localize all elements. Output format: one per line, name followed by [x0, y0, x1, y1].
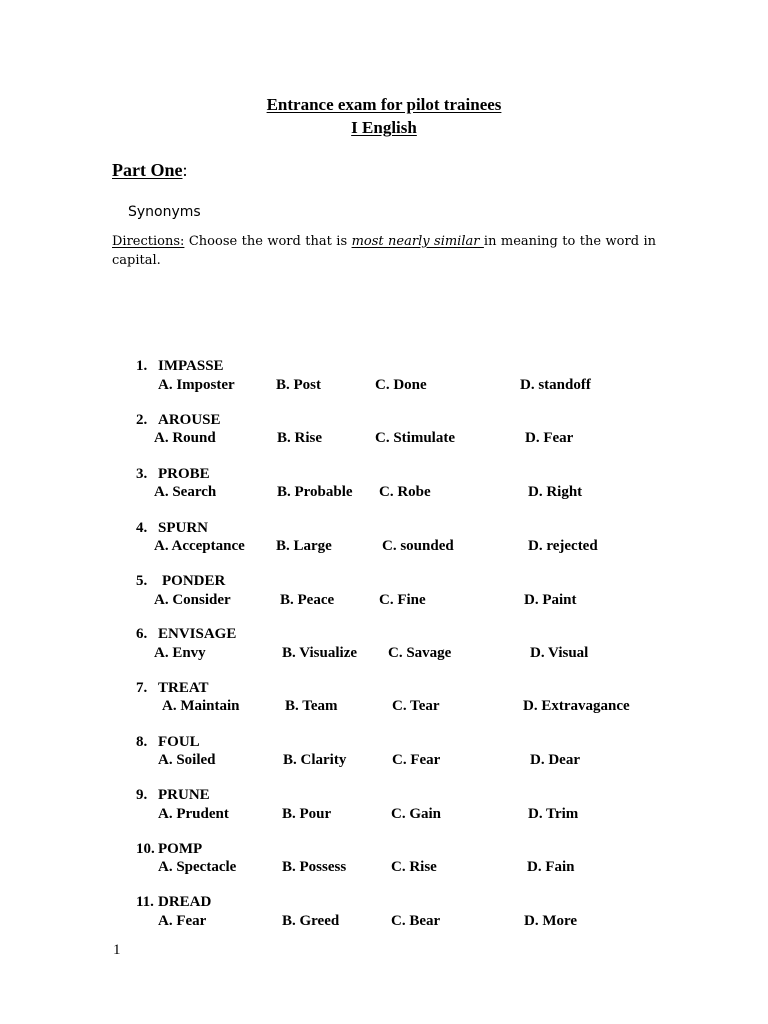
option-a[interactable]: A. Envy [154, 645, 206, 661]
question-word: FOUL [158, 734, 200, 750]
option-c[interactable]: C. Rise [391, 859, 437, 875]
option-d[interactable]: D. Fear [525, 430, 574, 446]
question-number: 2. [136, 412, 148, 428]
question-number: 4. [136, 520, 148, 536]
question-number: 6. [136, 626, 148, 642]
option-c[interactable]: C. Tear [392, 698, 440, 714]
part-colon: : [182, 160, 188, 180]
directions-text-after: in meaning to the word in capital. [112, 234, 656, 268]
option-d[interactable]: D. rejected [528, 538, 598, 554]
option-b[interactable]: B. Post [276, 377, 321, 393]
part-label: Part One [112, 160, 183, 180]
question-number: 5. [136, 573, 148, 589]
question-word: PONDER [162, 573, 226, 589]
option-d[interactable]: D. More [524, 913, 578, 929]
option-b[interactable]: B. Possess [282, 859, 347, 875]
option-c[interactable]: C. Savage [388, 645, 452, 661]
question-number: 11. [136, 894, 154, 910]
option-a[interactable]: A. Search [154, 484, 217, 500]
option-a[interactable]: A. Soiled [158, 752, 216, 768]
question-word: PRUNE [158, 787, 210, 803]
option-b[interactable]: B. Peace [280, 592, 335, 608]
directions-label: Directions: [112, 234, 185, 249]
exam-title-line1: Entrance exam for pilot trainees [266, 95, 502, 114]
section-heading: Synonyms [128, 204, 201, 220]
option-b[interactable]: B. Large [276, 538, 332, 554]
question-word: PROBE [158, 466, 210, 482]
option-d[interactable]: D. Trim [528, 806, 579, 822]
option-c[interactable]: C. Bear [391, 913, 441, 929]
question-number: 3. [136, 466, 148, 482]
question-word: ENVISAGE [158, 626, 237, 642]
question-word: IMPASSE [158, 358, 224, 374]
option-c[interactable]: C. Fine [379, 592, 426, 608]
question-number: 1. [136, 358, 148, 374]
directions-emphasis: most nearly similar [351, 234, 484, 249]
option-a[interactable]: A. Consider [154, 592, 231, 608]
page-number: 1 [113, 942, 121, 958]
question-number: 9. [136, 787, 148, 803]
option-d[interactable]: D. Paint [524, 592, 577, 608]
option-b[interactable]: B. Greed [282, 913, 340, 929]
option-a[interactable]: A. Fear [158, 913, 207, 929]
directions-text-before: Choose the word that is [184, 234, 352, 249]
exam-title-line2: I English [351, 118, 417, 137]
option-a[interactable]: A. Prudent [158, 806, 229, 822]
option-d[interactable]: D. Visual [530, 645, 589, 661]
exam-title [0, 94, 768, 116]
option-b[interactable]: B. Pour [282, 806, 332, 822]
option-d[interactable]: D. Fain [527, 859, 575, 875]
exam-subtitle [0, 117, 768, 139]
option-d[interactable]: D. Right [528, 484, 583, 500]
option-d[interactable]: D. Dear [530, 752, 580, 768]
part-heading [112, 158, 188, 182]
question-number: 7. [136, 680, 148, 696]
option-b[interactable]: B. Probable [277, 484, 353, 500]
option-c[interactable]: C. sounded [382, 538, 454, 554]
question-word: SPURN [158, 520, 209, 536]
option-a[interactable]: A. Spectacle [158, 859, 237, 875]
question-word: DREAD [158, 894, 212, 910]
question-number: 8. [136, 734, 148, 750]
option-a[interactable]: A. Round [154, 430, 216, 446]
option-d[interactable]: D. standoff [520, 377, 591, 393]
option-d[interactable]: D. Extravagance [523, 698, 630, 714]
option-c[interactable]: C. Stimulate [375, 430, 455, 446]
option-a[interactable]: A. Acceptance [154, 538, 245, 554]
option-b[interactable]: B. Visualize [282, 645, 358, 661]
option-b[interactable]: B. Team [285, 698, 338, 714]
question-word: TREAT [158, 680, 209, 696]
option-c[interactable]: C. Done [375, 377, 427, 393]
option-c[interactable]: C. Fear [392, 752, 441, 768]
question-word: POMP [158, 841, 203, 857]
option-c[interactable]: C. Robe [379, 484, 431, 500]
question-word: AROUSE [158, 412, 221, 428]
option-a[interactable]: A. Imposter [158, 377, 235, 393]
question-number: 10. [136, 841, 155, 857]
option-b[interactable]: B. Rise [277, 430, 322, 446]
option-c[interactable]: C. Gain [391, 806, 442, 822]
option-b[interactable]: B. Clarity [283, 752, 347, 768]
option-a[interactable]: A. Maintain [162, 698, 240, 714]
directions-paragraph [112, 232, 656, 270]
